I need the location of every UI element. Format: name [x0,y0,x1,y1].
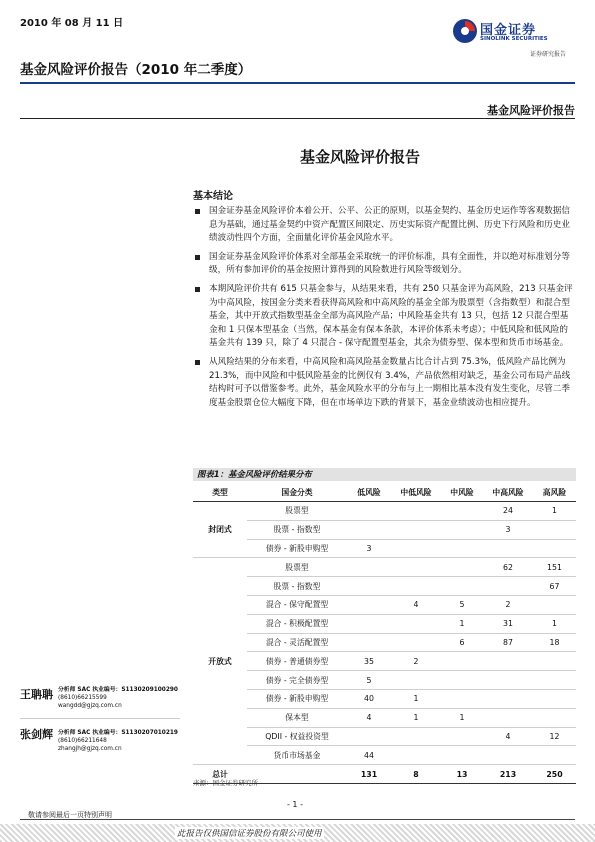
count-cell [347,727,391,746]
conclusion-list [193,205,573,415]
col-header: 中低风险 [391,484,441,502]
analyst-license: 分析师 SAC 执业编号：S1130209100290 [58,687,178,693]
count-cell: 3 [483,520,533,539]
count-cell [483,689,533,708]
count-cell: 44 [347,746,391,765]
analyst-license: 分析师 SAC 执业编号：S1130207010219 [58,730,178,736]
col-header: 中风险 [441,484,483,502]
count-cell: 1 [441,708,483,727]
category-cell: QDII - 权益投资型 [247,727,347,746]
count-cell: 151 [533,558,576,577]
count-cell: 1 [533,614,576,633]
count-cell [441,746,483,765]
count-cell [391,746,441,765]
risk-distribution-table [193,484,576,784]
fund-type-cell: 封闭式 [193,502,247,558]
count-cell [533,689,576,708]
count-cell: 2 [391,652,441,671]
count-cell [347,595,391,614]
table-row [193,708,576,727]
sinolink-logo-icon [452,18,478,44]
page-number: - 1 - [287,800,303,809]
col-header: 高风险 [533,484,576,502]
count-cell [391,727,441,746]
count-cell: 6 [441,633,483,652]
count-cell [347,633,391,652]
section-rule [20,118,575,119]
category-cell: 债券 - 完全债券型 [247,671,347,690]
header-rule [20,82,575,84]
table-row [193,633,576,652]
count-cell: 62 [483,558,533,577]
section-label: 基金风险评价报告 [487,104,575,117]
bullet-text: 国金证券基金风险评价本着公开、公平、公正的原则，以基金契约、基金历史运作等客观数据信息为基础，通过基金契约中资产配置区间限定、历史实际资产配置比例、历史下行风险和历史业绩波动性四个方面，全面量化评价基金风险水平。 [209,206,570,244]
logo-text-en: SINOLINK SECURITIES [480,36,548,42]
category-cell: 股票 - 指数型 [247,520,347,539]
count-cell [533,539,576,558]
category-cell: 保本型 [247,708,347,727]
table-row [193,558,576,577]
table-row [193,671,576,690]
table-row [193,652,576,671]
table-caption: 图表1：基金风险评价结果分布 [193,468,576,481]
total-cell [247,765,347,784]
analyst-phone: (8610)66211648 [58,738,107,744]
bullet-icon [195,209,200,214]
logo-dept-label: 证券研究报告 [530,51,567,58]
count-cell [483,539,533,558]
count-cell: 5 [347,671,391,690]
count-cell: 1 [533,502,576,521]
count-cell [483,577,533,596]
count-cell [347,614,391,633]
count-cell [533,595,576,614]
analyst-divider [20,718,180,719]
count-cell [533,708,576,727]
page-title: 基金风险评价报告 [300,148,421,166]
count-cell [441,652,483,671]
table-row [193,727,576,746]
analyst-phone: (8610)66215599 [58,695,107,701]
count-cell [483,708,533,727]
table-row [193,577,576,596]
count-cell: 67 [533,577,576,596]
col-header: 类型 [193,484,247,502]
analyst-contact [58,686,178,710]
category-cell: 股票型 [247,502,347,521]
count-cell [391,520,441,539]
count-cell [347,520,391,539]
section-heading: 基本结论 [193,191,233,202]
count-cell: 4 [483,727,533,746]
count-cell [347,502,391,521]
count-cell [441,671,483,690]
bullet-icon [195,287,200,292]
col-header: 国金分类 [247,484,347,502]
list-item [193,356,573,410]
logo-text-cn: 国金证券 [480,23,537,38]
count-cell [441,577,483,596]
category-cell: 混合 - 积极配置型 [247,614,347,633]
analyst-contact [58,729,178,753]
list-item [193,251,573,278]
count-cell [391,633,441,652]
count-cell [483,746,533,765]
count-cell [391,671,441,690]
col-header: 中高风险 [483,484,533,502]
count-cell: 31 [483,614,533,633]
table-row [193,539,576,558]
count-cell [441,502,483,521]
col-header: 低风险 [347,484,391,502]
list-item [193,283,573,351]
table-row [193,595,576,614]
category-cell: 股票型 [247,558,347,577]
category-cell: 债券 - 新股申购型 [247,689,347,708]
count-cell [391,558,441,577]
count-cell: 4 [347,708,391,727]
table-row [193,689,576,708]
bullet-text: 国金证券基金风险评价体系对全部基金采取统一的评价标准，具有全面性，并以绝对标准划分等级，所有参加评价的基金按照计算得到的风险数进行风险等级划分。 [209,251,570,276]
analyst-name: 王聃聃 [20,688,53,701]
table-body [193,502,576,784]
table-row [193,520,576,539]
count-cell: 1 [441,614,483,633]
count-cell: 12 [533,727,576,746]
disclaimer-note: 敬请参阅最后一页特别声明 [28,811,112,819]
count-cell [533,746,576,765]
total-cell: 250 [533,765,576,784]
count-cell [441,727,483,746]
count-cell [391,539,441,558]
count-cell: 1 [391,708,441,727]
category-cell: 股票 - 指数型 [247,577,347,596]
table-row [193,502,576,521]
bullet-text: 本期风险评价共有 615 只基金参与，从结果来看，共有 250 只基金评为高风险，213 只基金评为中高风险，按国金分类来看获得高风险和中高风险的基金全部为股票型（含指数型）和混合型基金，其中开放式指数型基金全部为高风险产品；中风险基金共有 13 只，包括 12 只混合型基金和 1 只保本型基金（当然，保本基金有保本条款，本评价体系未考虑）；中低风险和低风险的基金共有 139 只，除了 4 只混合 - 保守配置型基金，其余为债券型、保本型和货币市场基金。 [209,283,573,349]
count-cell: 3 [347,539,391,558]
count-cell [483,652,533,671]
count-cell [441,558,483,577]
count-cell: 2 [483,595,533,614]
category-cell: 混合 - 灵活配置型 [247,633,347,652]
total-cell: 131 [347,765,391,784]
bullet-icon [195,255,200,260]
fund-type-cell: 开放式 [193,558,247,765]
total-cell: 13 [441,765,483,784]
count-cell: 4 [391,595,441,614]
count-cell [533,520,576,539]
total-cell: 213 [483,765,533,784]
footer-rule [20,819,575,820]
category-cell: 债券 - 普通债券型 [247,652,347,671]
count-cell [391,614,441,633]
count-cell [391,502,441,521]
count-cell [533,652,576,671]
list-item [193,205,573,246]
sinolink-logo [452,18,567,58]
table-header-row [193,484,576,502]
count-cell: 18 [533,633,576,652]
count-cell: 87 [483,633,533,652]
copyright-notice: 此报告仅供国信证券股份有限公司使用 [177,829,322,839]
total-cell: 8 [391,765,441,784]
table-row [193,746,576,765]
category-cell: 货币市场基金 [247,746,347,765]
table-row [193,614,576,633]
category-cell: 混合 - 保守配置型 [247,595,347,614]
count-cell: 35 [347,652,391,671]
count-cell: 5 [441,595,483,614]
bullet-text: 从风险结果的分布来看，中高风险和高风险基金数量占比合计占到 75.3%，低风险产品比例为 21.3%，而中风险和中低风险基金的比例仅有 3.4%，产品依然相对缺乏，基金公司布局产品线结构时可予以借鉴参考。此外，基金风险水平的分布与上一期相比基本没有发生变化，尽管二季度基金股票仓位大幅度下降，但在市场单边下跌的背景下，基金业绩波动也相应提升。 [209,356,571,408]
report-title: 基金风险评价报告（2010 年二季度） [20,62,252,78]
category-cell: 债券 - 新股申购型 [247,539,347,558]
count-cell [533,671,576,690]
count-cell [441,689,483,708]
total-label-cell: 总计 [193,765,247,784]
count-cell [483,671,533,690]
count-cell [347,558,391,577]
analyst-name: 张剑辉 [20,728,53,741]
count-cell [347,577,391,596]
analyst-email[interactable]: wangdd@gjzq.com.cn [58,703,122,709]
count-cell: 1 [391,689,441,708]
count-cell: 24 [483,502,533,521]
table-source: 来源：国金证券研究所 [193,779,258,787]
report-date: 2010 年 08 月 11 日 [20,18,124,29]
count-cell: 40 [347,689,391,708]
count-cell [441,539,483,558]
count-cell [441,520,483,539]
analyst-email[interactable]: zhangjh@gjzq.com.cn [58,746,122,752]
count-cell [391,577,441,596]
bullet-icon [195,360,200,365]
